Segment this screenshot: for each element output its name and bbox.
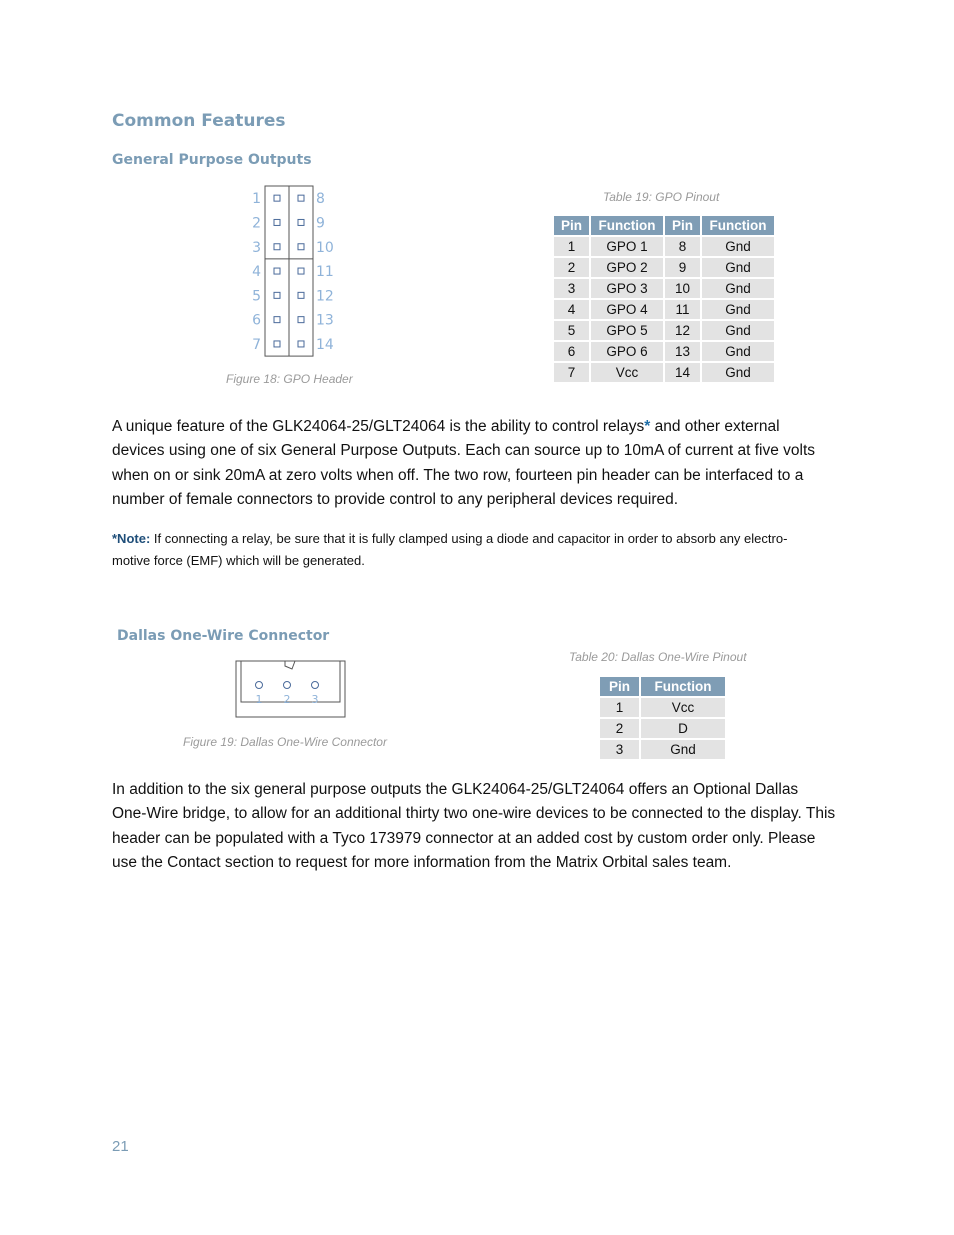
subsection-title-dallas: Dallas One-Wire Connector bbox=[117, 628, 330, 644]
connector-pin-hole bbox=[312, 682, 319, 689]
dallas-connector-svg bbox=[235, 660, 347, 720]
table-cell: D bbox=[641, 719, 725, 738]
pin-square bbox=[274, 292, 280, 298]
pin-label-left: 2 bbox=[252, 215, 261, 232]
table-cell: Gnd bbox=[702, 258, 774, 277]
table-cell: GPO 4 bbox=[591, 300, 663, 319]
table-cell: Gnd bbox=[641, 740, 725, 759]
table-cell: 1 bbox=[600, 698, 639, 717]
pin-square bbox=[298, 341, 304, 347]
table-cell: Gnd bbox=[702, 237, 774, 256]
relay-note bbox=[112, 528, 822, 572]
table-cell: 2 bbox=[600, 719, 639, 738]
table-cell: 4 bbox=[554, 300, 589, 319]
connector-pin-label: 1 bbox=[255, 693, 263, 706]
page-number: 21 bbox=[112, 1138, 129, 1155]
gpo-header-svg bbox=[240, 184, 350, 360]
header-cell: Function bbox=[641, 677, 725, 696]
table-cell: 10 bbox=[665, 279, 700, 298]
table-cell: 9 bbox=[665, 258, 700, 277]
pin-square bbox=[274, 268, 280, 274]
table-cell: GPO 1 bbox=[591, 237, 663, 256]
table-cell: 7 bbox=[554, 363, 589, 382]
table-header-row bbox=[554, 216, 774, 235]
pin-label-right: 14 bbox=[316, 336, 334, 353]
header-cell: Function bbox=[702, 216, 774, 235]
connector-pin-label: 3 bbox=[311, 693, 319, 706]
table-cell: GPO 3 bbox=[591, 279, 663, 298]
table-cell: 3 bbox=[600, 740, 639, 759]
figure-18-caption: Figure 18: GPO Header bbox=[226, 372, 353, 386]
gpo-paragraph-part-1: A unique feature of the GLK24064-25/GLT24064 is the ability to control relays bbox=[112, 418, 645, 435]
subsection-title-gpo: General Purpose Outputs bbox=[112, 152, 312, 168]
table-row bbox=[554, 237, 774, 256]
table-row bbox=[554, 258, 774, 277]
pin-label-left: 6 bbox=[252, 312, 261, 329]
table-cell: 3 bbox=[554, 279, 589, 298]
table-row bbox=[554, 321, 774, 340]
table-cell: 2 bbox=[554, 258, 589, 277]
table-row bbox=[600, 719, 725, 738]
pin-label-right: 10 bbox=[316, 239, 334, 256]
pin-label-left: 7 bbox=[252, 336, 261, 353]
table-cell: 14 bbox=[665, 363, 700, 382]
header-cell: Pin bbox=[554, 216, 589, 235]
pin-label-left: 5 bbox=[252, 288, 261, 305]
table-row bbox=[600, 698, 725, 717]
connector-outline bbox=[236, 661, 345, 717]
table-cell: GPO 6 bbox=[591, 342, 663, 361]
connector-key bbox=[285, 661, 295, 669]
table-cell: 6 bbox=[554, 342, 589, 361]
pin-square bbox=[274, 195, 280, 201]
pin-square bbox=[298, 317, 304, 323]
table-row bbox=[600, 740, 725, 759]
table-cell: GPO 2 bbox=[591, 258, 663, 277]
pin-label-left: 1 bbox=[252, 191, 261, 208]
header-cell: Pin bbox=[600, 677, 639, 696]
connector-pin-hole bbox=[284, 682, 291, 689]
footnote-star: * bbox=[644, 418, 651, 435]
dallas-connector-diagram bbox=[235, 660, 347, 725]
pin-square bbox=[274, 244, 280, 250]
gpo-pinout-table bbox=[552, 214, 776, 384]
pin-label-left: 3 bbox=[252, 239, 261, 256]
table-cell: Vcc bbox=[591, 363, 663, 382]
table-header-row bbox=[600, 677, 725, 696]
table-row bbox=[554, 342, 774, 361]
header-cell: Pin bbox=[665, 216, 700, 235]
note-text: If connecting a relay, be sure that it is fully clamped using a diode and capacitor in order to absorb any electro-motive force (EMF) which will be generated. bbox=[112, 531, 788, 568]
table-cell: Gnd bbox=[702, 363, 774, 382]
connector-pin-hole bbox=[256, 682, 263, 689]
gpo-paragraph-part-2: and other external devices using one of six General Purpose Outputs. Each can source up to 10mA of current at five volts when on or sink 20mA at zero volts when off. The two row, fourteen pin header can be interfaced to a number of female connectors to provide control to any peripheral devices required. bbox=[112, 418, 816, 508]
pin-label-right: 8 bbox=[316, 191, 325, 208]
connector-pin-label: 2 bbox=[283, 693, 291, 706]
pin-square bbox=[298, 219, 304, 225]
pin-square bbox=[298, 268, 304, 274]
table-cell: 13 bbox=[665, 342, 700, 361]
pin-square bbox=[298, 195, 304, 201]
table-row bbox=[554, 279, 774, 298]
pin-label-right: 12 bbox=[316, 288, 334, 305]
gpo-paragraph bbox=[112, 415, 836, 512]
pin-square bbox=[298, 292, 304, 298]
table-cell: Gnd bbox=[702, 300, 774, 319]
pin-label-right: 11 bbox=[316, 264, 334, 281]
header-cell: Function bbox=[591, 216, 663, 235]
table-19-caption: Table 19: GPO Pinout bbox=[603, 190, 720, 204]
pin-square bbox=[274, 341, 280, 347]
table-cell: 8 bbox=[665, 237, 700, 256]
table-cell: 5 bbox=[554, 321, 589, 340]
table-cell: Gnd bbox=[702, 342, 774, 361]
pin-square bbox=[274, 219, 280, 225]
pin-square bbox=[298, 244, 304, 250]
table-cell: 12 bbox=[665, 321, 700, 340]
pin-label-right: 9 bbox=[316, 215, 325, 232]
table-cell: Gnd bbox=[702, 279, 774, 298]
gpo-header-diagram bbox=[240, 184, 350, 365]
pin-label-right: 13 bbox=[316, 312, 334, 329]
section-title-common-features: Common Features bbox=[112, 111, 286, 131]
dallas-paragraph: In addition to the six general purpose outputs the GLK24064-25/GLT24064 offers an Optional Dallas One-Wire bridge, to allow for an additional thirty two one-wire devices to be connected to the display. This header can be populated with a Tyco 173979 connector at an added cost by custom order only. Please use the Contact section to request for more information from the Matrix Orbital sales team. bbox=[112, 781, 836, 871]
figure-19-caption: Figure 19: Dallas One-Wire Connector bbox=[183, 735, 387, 749]
dallas-pinout-table bbox=[598, 675, 727, 761]
table-row bbox=[554, 300, 774, 319]
table-cell: Vcc bbox=[641, 698, 725, 717]
pin-label-left: 4 bbox=[252, 264, 261, 281]
table-cell: 11 bbox=[665, 300, 700, 319]
table-cell: 1 bbox=[554, 237, 589, 256]
table-cell: Gnd bbox=[702, 321, 774, 340]
pin-square bbox=[274, 317, 280, 323]
note-label: *Note: bbox=[112, 531, 151, 546]
table-row bbox=[554, 363, 774, 382]
table-20-caption: Table 20: Dallas One-Wire Pinout bbox=[569, 650, 747, 664]
table-cell: GPO 5 bbox=[591, 321, 663, 340]
